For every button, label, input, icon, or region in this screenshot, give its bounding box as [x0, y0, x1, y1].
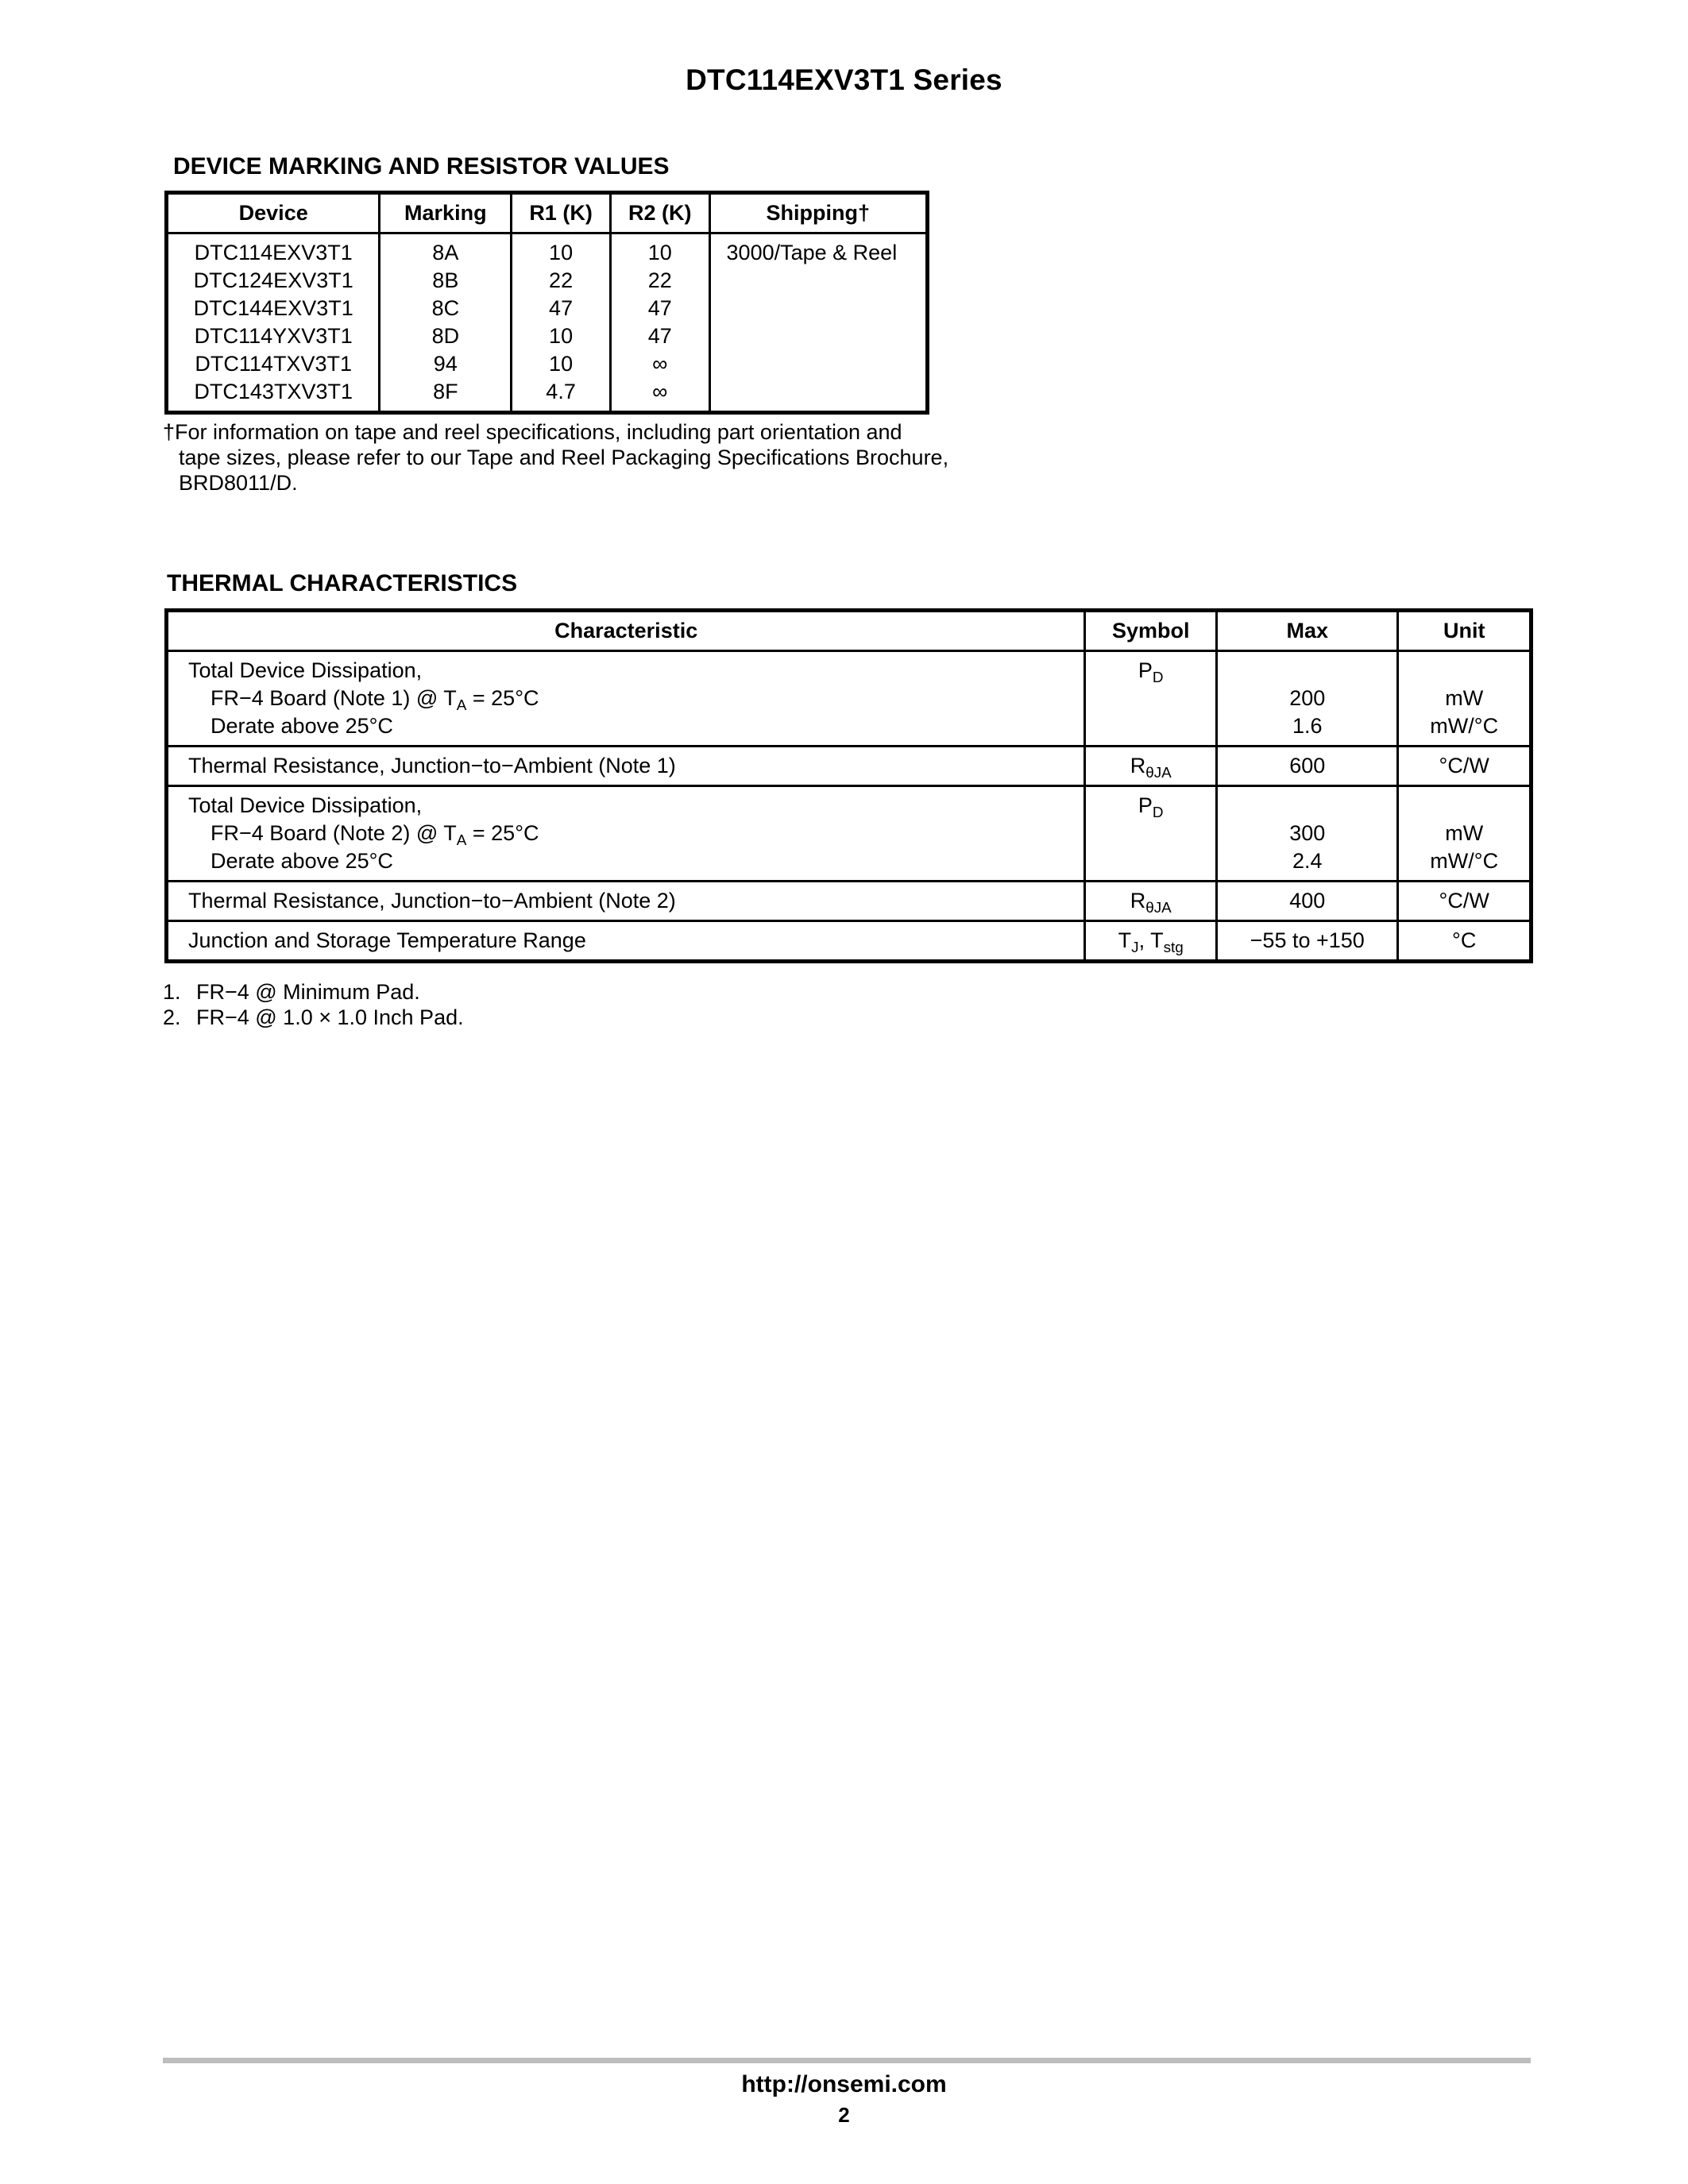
text: FR−4 Board (Note 2) @ T [211, 821, 457, 845]
column-header-marking: Marking [380, 193, 512, 233]
cell-marking: 8B [380, 267, 512, 295]
cell-max: 400 [1217, 882, 1398, 921]
cell-r2: 10 [610, 233, 709, 268]
cell-r1: 22 [512, 267, 611, 295]
cell-marking: 8F [380, 378, 512, 413]
footnote-line: BRD8011/D. [179, 471, 298, 495]
shipping-footnote [163, 419, 973, 496]
table-header-row [167, 193, 928, 233]
column-header-device: Device [167, 193, 380, 233]
table-row [167, 651, 1532, 747]
cell-device: DTC114YXV3T1 [167, 322, 380, 350]
thermal-section-heading: THERMAL CHARACTERISTICS [167, 570, 518, 596]
table-row [167, 378, 928, 413]
subscript: D [1152, 805, 1164, 821]
marking-section-heading: DEVICE MARKING AND RESISTOR VALUES [173, 153, 670, 179]
device-marking-table [164, 191, 929, 415]
note-number: 2. [163, 1005, 181, 1029]
note-item [163, 1005, 464, 1030]
text: FR−4 Board (Note 1) @ T [211, 686, 457, 710]
characteristic-line [188, 685, 1083, 712]
table-row [167, 921, 1532, 962]
cell-symbol [1085, 921, 1217, 962]
cell-marking: 8D [380, 322, 512, 350]
value: 200 [1289, 686, 1326, 710]
characteristic-line: Derate above 25°C [211, 849, 393, 873]
table-row [167, 233, 928, 268]
subscript: θJA [1145, 765, 1172, 781]
value: mW [1445, 686, 1484, 710]
table-header-row [167, 611, 1532, 651]
table-row [167, 267, 928, 295]
cell-device: DTC143TXV3T1 [167, 378, 380, 413]
cell-r2: ∞ [610, 378, 709, 413]
cell-symbol [1085, 882, 1217, 921]
subscript: J [1131, 940, 1139, 956]
note-number: 1. [163, 980, 181, 1004]
value: 300 [1289, 821, 1326, 845]
value: 1.6 [1292, 714, 1323, 738]
cell-r1: 47 [512, 295, 611, 322]
table-row [167, 747, 1532, 786]
characteristic-line [188, 820, 1083, 847]
cell-characteristic [167, 786, 1085, 882]
table-row [167, 786, 1532, 882]
cell-marking: 8A [380, 233, 512, 268]
footer-link[interactable]: http://onsemi.com [741, 2071, 947, 2097]
column-header-symbol: Symbol [1085, 611, 1217, 651]
column-header-characteristic: Characteristic [167, 611, 1085, 651]
table-row [167, 295, 928, 322]
cell-symbol [1085, 651, 1217, 747]
cell-unit [1398, 786, 1532, 882]
characteristic-line: Total Device Dissipation, [188, 793, 423, 817]
cell-r2: 47 [610, 295, 709, 322]
value: 2.4 [1292, 849, 1323, 873]
subscript: D [1152, 669, 1164, 686]
cell-unit: °C [1398, 921, 1532, 962]
column-header-unit: Unit [1398, 611, 1532, 651]
cell-characteristic [167, 651, 1085, 747]
symbol: P [1138, 658, 1153, 682]
cell-shipping [709, 295, 927, 322]
characteristic-line: Total Device Dissipation, [188, 658, 423, 682]
subscript: stg [1163, 940, 1184, 956]
column-header-max: Max [1217, 611, 1398, 651]
thermal-characteristics-table [164, 608, 1533, 963]
cell-device: DTC124EXV3T1 [167, 267, 380, 295]
page-title: DTC114EXV3T1 Series [686, 64, 1002, 96]
cell-r1: 10 [512, 233, 611, 268]
table-notes [163, 979, 464, 1030]
cell-device: DTC114TXV3T1 [167, 350, 380, 378]
subscript: A [456, 697, 467, 714]
cell-max: 600 [1217, 747, 1398, 786]
value: mW/°C [1430, 714, 1499, 738]
value: mW/°C [1430, 849, 1499, 873]
footnote-line: †For information on tape and reel specifications, including part orientation and [163, 420, 902, 444]
cell-unit: °C/W [1398, 747, 1532, 786]
footnote-line: tape sizes, please refer to our Tape and Reel Packaging Specifications Brochure, [179, 446, 949, 469]
cell-device: DTC114EXV3T1 [167, 233, 380, 268]
symbol: R [1130, 889, 1146, 913]
cell-device: DTC144EXV3T1 [167, 295, 380, 322]
cell-r2: 22 [610, 267, 709, 295]
symbol: R [1130, 754, 1146, 778]
subscript: A [456, 832, 467, 849]
cell-characteristic: Thermal Resistance, Junction−to−Ambient (Note 2) [167, 882, 1085, 921]
table-row [167, 882, 1532, 921]
cell-unit [1398, 651, 1532, 747]
cell-shipping [709, 378, 927, 413]
subscript: θJA [1145, 900, 1172, 916]
cell-r2: 47 [610, 322, 709, 350]
page-number: 2 [838, 2103, 850, 2127]
column-header-r1: R1 (K) [512, 193, 611, 233]
note-text: FR−4 @ Minimum Pad. [196, 980, 420, 1004]
cell-characteristic: Junction and Storage Temperature Range [167, 921, 1085, 962]
table-row [167, 350, 928, 378]
cell-shipping [709, 350, 927, 378]
column-header-r2: R2 (K) [610, 193, 709, 233]
note-item [163, 979, 464, 1005]
value: mW [1445, 821, 1484, 845]
cell-symbol [1085, 747, 1217, 786]
cell-r1: 4.7 [512, 378, 611, 413]
cell-r1: 10 [512, 322, 611, 350]
cell-symbol [1085, 786, 1217, 882]
footer-divider [163, 2058, 1531, 2063]
cell-r1: 10 [512, 350, 611, 378]
cell-shipping [709, 322, 927, 350]
symbol: T [1118, 928, 1132, 952]
cell-characteristic: Thermal Resistance, Junction−to−Ambient (Note 1) [167, 747, 1085, 786]
note-text: FR−4 @ 1.0 × 1.0 Inch Pad. [196, 1005, 464, 1029]
cell-marking: 94 [380, 350, 512, 378]
text: = 25°C [466, 686, 539, 710]
cell-shipping [709, 267, 927, 295]
column-header-shipping: Shipping† [709, 193, 927, 233]
symbol: , T [1138, 928, 1164, 952]
characteristic-line: Derate above 25°C [211, 714, 393, 738]
cell-max [1217, 651, 1398, 747]
cell-unit: °C/W [1398, 882, 1532, 921]
table-row [167, 322, 928, 350]
cell-max: −55 to +150 [1217, 921, 1398, 962]
symbol: P [1138, 793, 1153, 817]
cell-max [1217, 786, 1398, 882]
text: = 25°C [466, 821, 539, 845]
cell-marking: 8C [380, 295, 512, 322]
cell-shipping: 3000/Tape & Reel [709, 233, 927, 268]
cell-r2: ∞ [610, 350, 709, 378]
